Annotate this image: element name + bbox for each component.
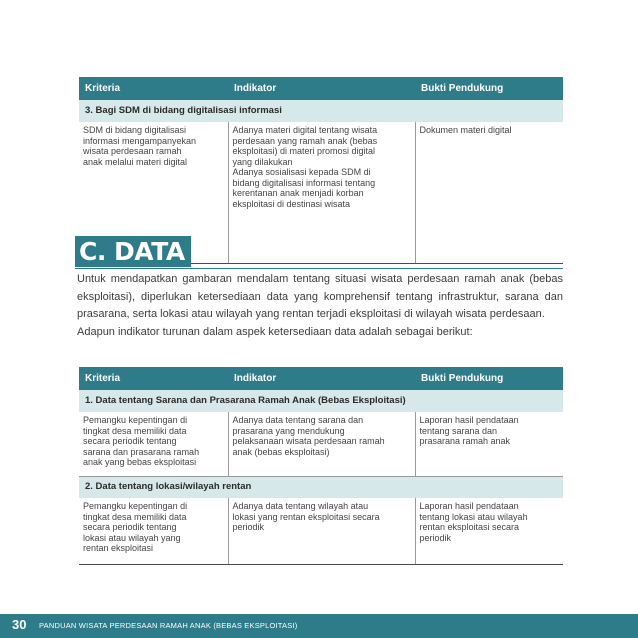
cell-line: wisata perdesaan ramah <box>83 146 182 156</box>
cell-line: Adanya data tentang sarana dan <box>232 415 364 425</box>
table-section-row <box>79 100 563 122</box>
section-title: 3. Bagi SDM di bidang digitalisasi informasi <box>79 100 563 122</box>
cell-indikator <box>228 122 415 263</box>
intro-paragraph-followup: Adapun indikator turunan dalam aspek ketersediaan data adalah sebagai berikut: <box>77 325 473 338</box>
cell-bukti <box>415 412 563 476</box>
cell-bukti <box>415 122 563 263</box>
cell-line: tentang lokasi atau wilayah <box>419 511 528 522</box>
heading-divider <box>75 268 563 269</box>
cell-line: sarana dan prasarana ramah <box>83 446 200 457</box>
cell-line: rentan eksploitasi <box>83 543 154 553</box>
table-header-row <box>79 77 563 100</box>
cell-line: kerentanan anak menjadi korban <box>232 188 364 198</box>
cell-line: pelaksanaan wisata perdesaan ramah <box>232 436 385 446</box>
cell-line: tentang sarana dan <box>419 425 498 436</box>
table-header-row <box>79 367 563 390</box>
column-header-kriteria: Kriteria <box>79 77 228 100</box>
criteria-table-data <box>79 367 563 565</box>
footer-title: PANDUAN WISATA PERDESAAN RAMAH ANAK (BEBAS EKSPLOITASI) <box>39 621 298 630</box>
cell-line: informasi mengampanyekan <box>83 135 197 146</box>
column-header-indikator: Indikator <box>228 77 415 100</box>
column-header-kriteria: Kriteria <box>79 367 228 390</box>
column-header-indikator: Indikator <box>228 367 415 390</box>
column-header-bukti: Bukti Pendukung <box>415 367 563 390</box>
cell-line: tingkat desa memiliki data <box>83 511 187 522</box>
cell-kriteria <box>79 412 228 476</box>
section-heading-data: C. DATA <box>75 236 191 267</box>
cell-line: Adanya data tentang wilayah atau <box>232 501 369 511</box>
cell-line: prasarana ramah anak <box>419 436 511 446</box>
cell-line: SDM di bidang digitalisasi <box>83 125 187 135</box>
cell-line: lokasi yang rentan eksploitasi secara <box>232 511 380 522</box>
cell-line: periodik <box>232 522 265 532</box>
cell-line: anak (bebas eksploitasi) <box>232 446 330 457</box>
column-header-bukti: Bukti Pendukung <box>415 77 563 100</box>
cell-line: Adanya materi digital tentang wisata <box>232 125 378 135</box>
cell-line: secara periodik tentang <box>83 436 177 446</box>
cell-line: periodik <box>419 532 452 543</box>
cell-line: Laporan hasil pendataan <box>419 415 519 425</box>
table-row <box>79 412 563 476</box>
cell-line: bidang digitalisasi informasi tentang <box>232 177 376 188</box>
cell-line: Pemangku kepentingan di <box>83 501 188 511</box>
cell-line: Dokumen materi digital <box>419 125 512 135</box>
cell-line: Adanya sosialisasi kepada SDM di <box>232 167 371 177</box>
cell-bukti <box>415 498 563 564</box>
cell-line: yang dilakukan <box>232 156 293 167</box>
cell-line: tingkat desa memiliki data <box>83 425 187 436</box>
section-title: 1. Data tentang Sarana dan Prasarana Ramah Anak (Bebas Eksploitasi) <box>79 390 563 412</box>
cell-line: anak yang bebas eksploitasi <box>83 457 197 467</box>
cell-indikator <box>228 412 415 476</box>
intro-paragraph: Untuk mendapatkan gambaran mendalam tentang situasi wisata perdesaan ramah anak (bebas eksploitasi), diperlukan ketersediaan data yang komprehensif tentang infrastruktur, sarana dan prasarana, serta lokasi atau wilayah yang rentan terjadi eksploitasi di wilayah wisata perdesaan. <box>77 273 563 320</box>
page-footer <box>0 614 638 638</box>
cell-line: rentan eksploitasi secara <box>419 522 520 532</box>
cell-line: anak melalui materi digital <box>83 156 188 167</box>
intro-text <box>77 271 563 341</box>
cell-line: eksploitasi) di materi promosi digital <box>232 146 376 156</box>
page-number: 30 <box>12 617 27 632</box>
cell-indikator <box>228 498 415 564</box>
cell-line: lokasi atau wilayah yang <box>83 532 181 543</box>
cell-line: perdesaan yang ramah anak (bebas <box>232 135 378 146</box>
table-row <box>79 498 563 564</box>
table-section-row <box>79 390 563 412</box>
cell-line: secara periodik tentang <box>83 522 177 532</box>
cell-line: eksploitasi di destinasi wisata <box>232 198 351 209</box>
cell-line: prasarana yang mendukung <box>232 425 345 436</box>
section-title: 2. Data tentang lokasi/wilayah rentan <box>79 476 563 498</box>
cell-kriteria <box>79 498 228 564</box>
cell-line: Pemangku kepentingan di <box>83 415 188 425</box>
table-section-row <box>79 476 563 498</box>
cell-line: Laporan hasil pendataan <box>419 501 519 511</box>
